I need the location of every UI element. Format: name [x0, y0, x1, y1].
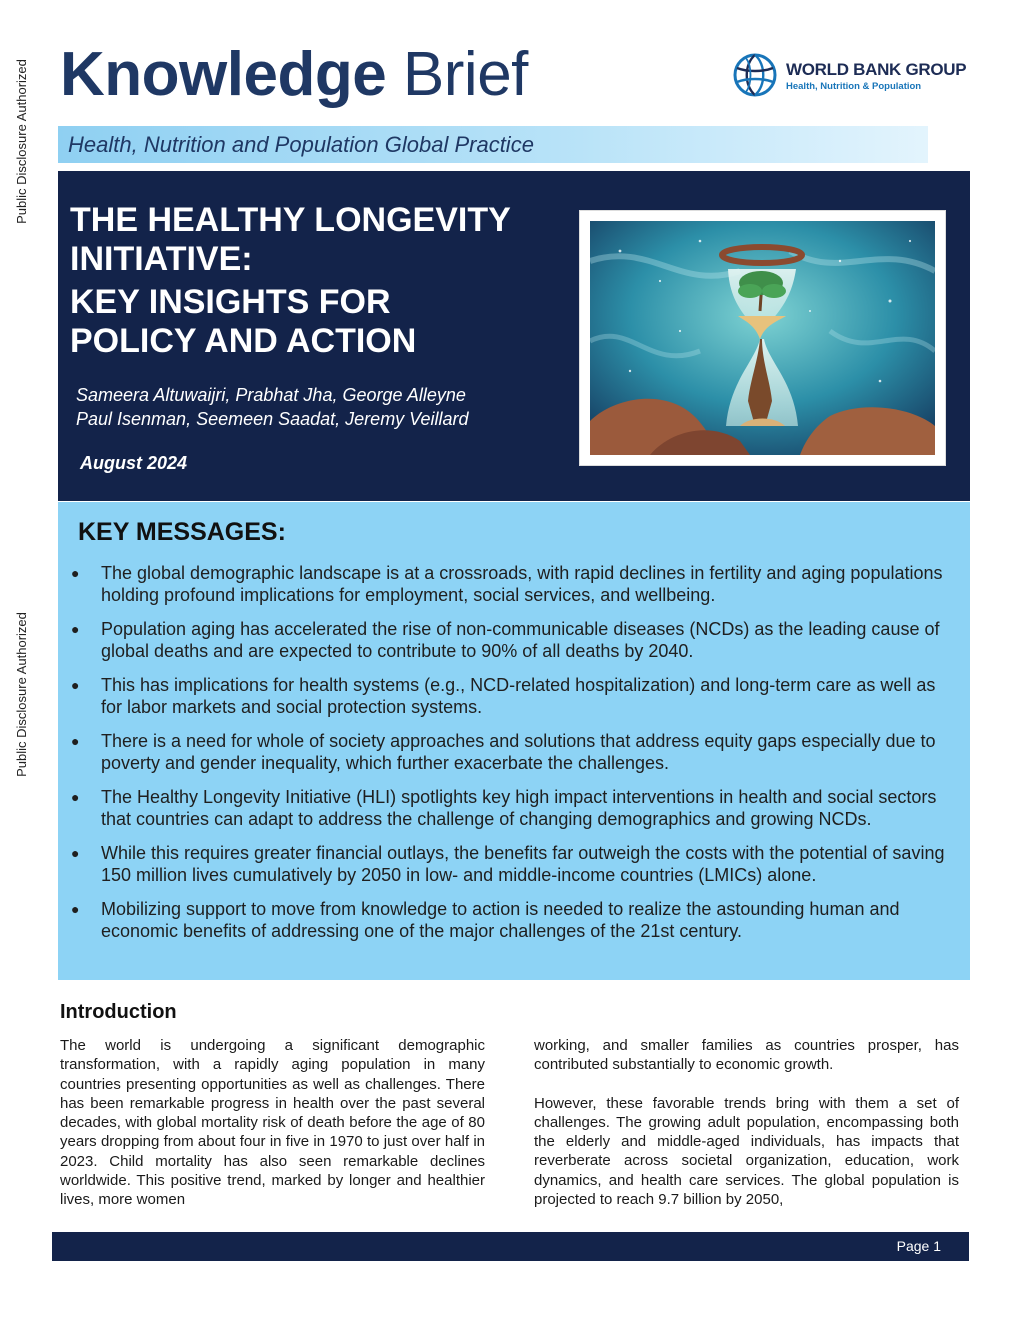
authors-line: Paul Isenman, Seemeen Saadat, Jeremy Veillard: [76, 408, 469, 429]
practice-text: Health, Nutrition and Population Global Practice: [68, 132, 534, 157]
introduction-column-2: [534, 1036, 959, 1209]
practice-banner: [58, 126, 928, 163]
hourglass-tree-illustration: [590, 221, 935, 455]
key-message-text: The Healthy Longevity Initiative (HLI) spotlights key high impact interventions in health and social sectors that countries can adapt to address the challenge of changing demographics and growing NCDs.: [101, 787, 937, 829]
bullet-icon: ●: [71, 621, 80, 637]
bullet-icon: ●: [71, 733, 80, 749]
bullet-icon: ●: [71, 677, 80, 693]
key-messages-title: KEY MESSAGES:: [78, 518, 286, 546]
hero-title-line: POLICY AND ACTION: [70, 322, 417, 361]
hero-title: [70, 201, 570, 361]
bullet-icon: ●: [71, 901, 80, 917]
disclosure-label-bottom: [12, 585, 30, 803]
logo-subtitle: Health, Nutrition & Population: [786, 81, 922, 92]
document-title: [60, 40, 528, 109]
key-message-text: There is a need for whole of society approaches and solutions that address equity gaps especially due to poverty and gender inequality, which further exacerbate the challenges.: [101, 731, 936, 773]
introduction-heading: Introduction: [60, 1001, 177, 1023]
key-message-item: [58, 786, 970, 830]
logo-name: WORLD BANK GROUP: [786, 60, 967, 79]
key-message-item: [58, 842, 970, 886]
key-message-item: [58, 674, 970, 718]
key-messages-box: [58, 502, 970, 980]
hero-title-line: THE HEALTHY LONGEVITY: [70, 201, 511, 239]
introduction-column-1: [60, 1036, 485, 1210]
hero-title-line: INITIATIVE:: [70, 240, 253, 279]
page-number: Page 1: [896, 1238, 941, 1254]
authors: [76, 384, 469, 432]
introduction-paragraph: However, these favorable trends bring with them a set of challenges. The growing adult population, encompassing both the elderly and middle-aged individuals, has impacts that reverberate across societal organization, education, work dynamics, and health care services. The global population is projected to reach 9.7 billion by 2050,: [534, 1094, 959, 1209]
hero-panel: [58, 171, 970, 501]
hero-title-line: KEY INSIGHTS FOR: [70, 283, 391, 322]
world-bank-logo: [732, 50, 977, 106]
authors-line: Sameera Altuwaijri, Prabhat Jha, George Alleyne: [76, 385, 466, 405]
key-message-text: While this requires greater financial outlays, the benefits far outweigh the costs with the potential of saving 150 million lives cumulatively by 2050 in low- and middle-income countries (LMICs) alone.: [101, 843, 945, 885]
cover-illustration: [580, 211, 945, 465]
title-regular: Brief: [386, 40, 528, 109]
page-footer: [52, 1232, 969, 1261]
key-messages-list: [58, 562, 970, 954]
key-message-text: Population aging has accelerated the rise of non-communicable diseases (NCDs) as the leading cause of global deaths and are expected to contribute to 90% of all deaths by 2040.: [101, 619, 940, 661]
bullet-icon: ●: [71, 845, 80, 861]
key-message-item: [58, 898, 970, 942]
introduction-paragraph: The world is undergoing a significant demographic transformation, with a rapidly aging population in many countries presenting opportunities as well as challenges. There has been remarkable progress in health over the past several decades, with global mortality risk of death before the age of 80 years dropping from about four in five in 1970 to just over half in 2023. Child mortality has also seen remarkable declines worldwide. This positive trend, marked by longer and healthier lives, more women: [60, 1037, 485, 1209]
disclosure-text-bottom: Public Disclosure Authorized: [13, 611, 29, 777]
introduction-paragraph: working, and smaller families as countries prosper, has contributed substantially to economic growth.: [534, 1037, 959, 1074]
title-bold: Knowledge: [60, 40, 387, 109]
key-message-item: [58, 618, 970, 662]
globe-icon: [732, 50, 778, 100]
key-message-item: [58, 562, 970, 606]
bullet-icon: ●: [71, 565, 80, 581]
key-message-text: The global demographic landscape is at a crossroads, with rapid declines in fertility and aging populations holding profound implications for employment, social services, and wellbeing.: [101, 563, 943, 605]
publication-date: August 2024: [80, 453, 188, 473]
key-message-text: This has implications for health systems (e.g., NCD-related hospitalization) and long-term care as well as for labor markets and social protection systems.: [101, 675, 936, 717]
key-message-item: [58, 730, 970, 774]
disclosure-label-top: [12, 30, 30, 252]
disclosure-text-top: Public Disclosure Authorized: [13, 58, 29, 224]
bullet-icon: ●: [71, 789, 80, 805]
key-message-text: Mobilizing support to move from knowledge to action is needed to realize the astounding human and economic benefits of addressing one of the major challenges of the 21st century.: [101, 899, 900, 941]
